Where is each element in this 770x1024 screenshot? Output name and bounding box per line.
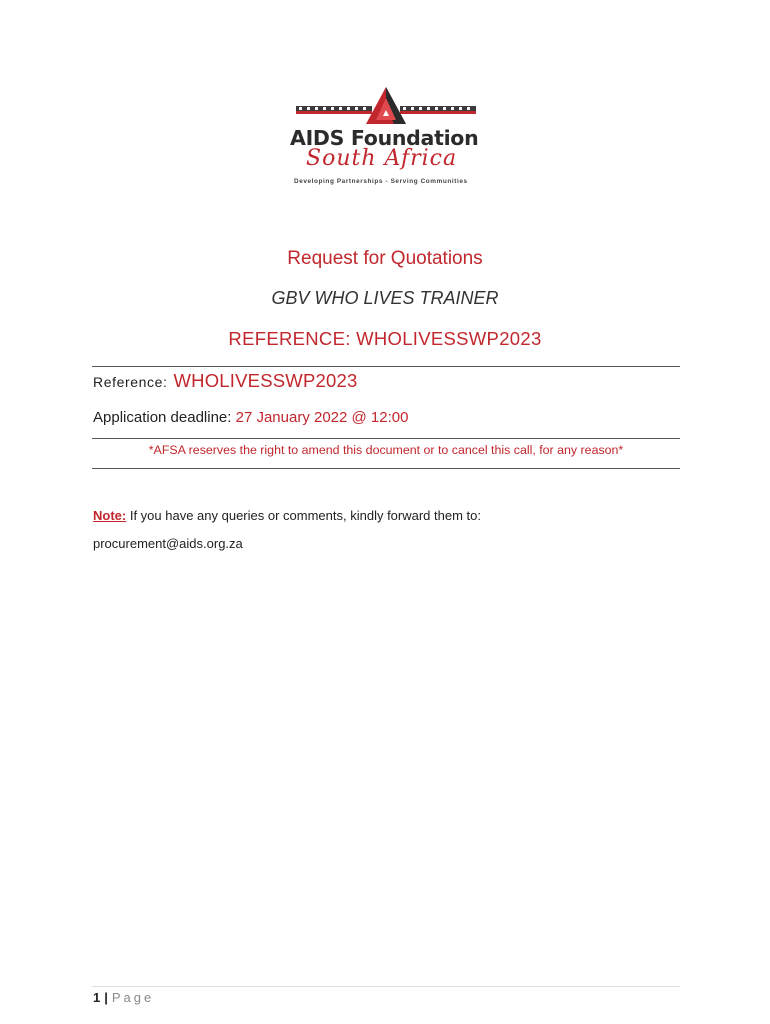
- note-label: Note:: [93, 508, 127, 523]
- note-row: [93, 508, 481, 523]
- footer-divider: [92, 986, 680, 987]
- logo-mark: [290, 84, 482, 128]
- document-title: Request for Quotations: [287, 248, 483, 269]
- right-pattern-strip: [400, 106, 476, 114]
- note-text: If you have any queries or comments, kindly forward them to:: [126, 508, 481, 523]
- divider-middle: [92, 438, 680, 439]
- reference-row: [93, 370, 357, 392]
- logo-tagline: Developing Partnerships - Serving Communities: [294, 178, 468, 185]
- divider-bottom: [92, 468, 680, 469]
- deadline-label: Application deadline:: [93, 409, 232, 426]
- page-separator: |: [104, 990, 108, 1005]
- page-footer: [93, 990, 154, 1005]
- aids-foundation-logo: [290, 84, 482, 192]
- document-subtitle: GBV WHO LIVES TRAINER: [271, 288, 499, 308]
- deadline-value: 27 January 2022 @ 12:00: [235, 409, 409, 426]
- logo-brand-text: AIDS Foundation: [290, 126, 479, 150]
- logo-script-text: South Africa: [306, 146, 458, 171]
- deadline-row: [93, 409, 408, 426]
- divider-top: [92, 366, 680, 367]
- amendment-notice: *AFSA reserves the right to amend this document or to cancel this call, for any reason*: [148, 443, 624, 457]
- reference-heading: REFERENCE: WHOLIVESSWP2023: [228, 328, 542, 349]
- reference-label: Reference:: [93, 374, 168, 390]
- page-number: 1: [93, 990, 101, 1005]
- procurement-email[interactable]: procurement@aids.org.za: [93, 536, 243, 551]
- left-pattern-strip: [296, 106, 372, 114]
- page-word: Page: [111, 990, 155, 1005]
- reference-value: WHOLIVESSWP2023: [173, 370, 358, 391]
- triangle-emblem-icon: [366, 87, 406, 124]
